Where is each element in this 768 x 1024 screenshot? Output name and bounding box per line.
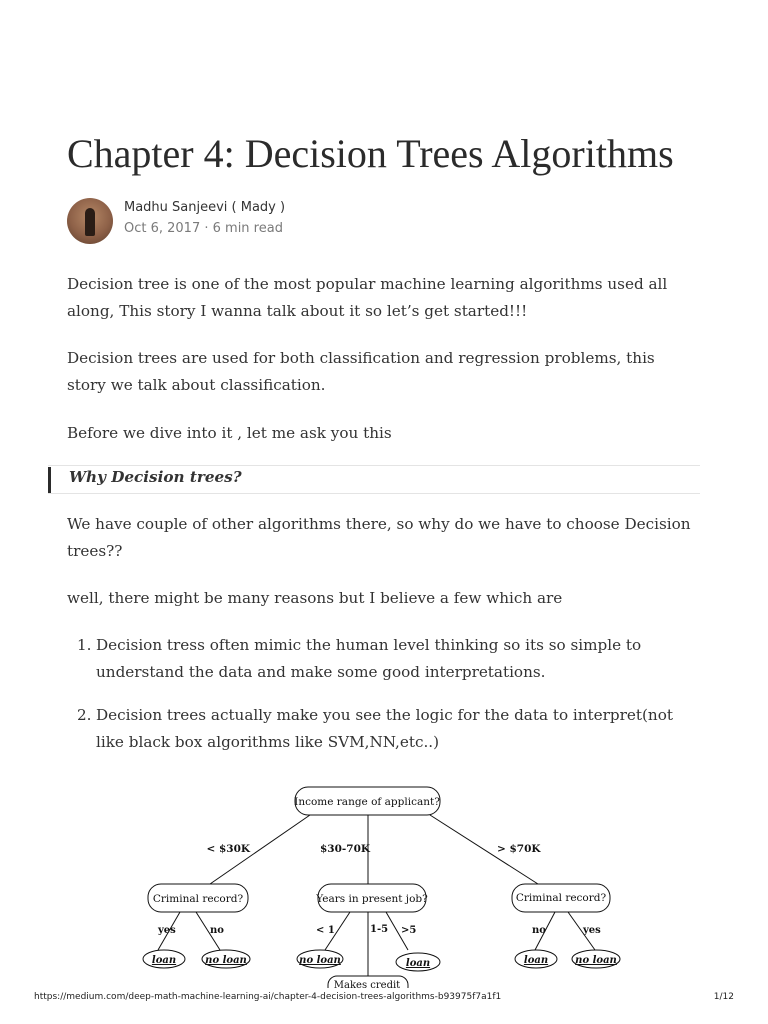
edge-label: < 1: [316, 925, 335, 936]
paragraph-question: Before we dive into it , let me ask you this: [67, 424, 392, 442]
paragraph-intro: Decision tree is one of the most popular machine learning algorithms used all along, This story I wanna talk about it so let’s get started!!!: [67, 275, 668, 320]
footer-url: https://medium.com/deep-math-machine-learning-ai/chapter-4-decision-trees-algorithms-b93975f7a1f1: [34, 992, 502, 1002]
tree-leaf-label: loan: [523, 955, 549, 966]
decision-tree-diagram: [140, 780, 640, 988]
article-title: Chapter 4: Decision Trees Algorithms: [67, 131, 674, 176]
paragraph-reasons: well, there might be many reasons but I believe a few which are: [67, 589, 563, 607]
author-avatar[interactable]: [67, 198, 113, 244]
paragraph-why: We have couple of other algorithms there, so why do we have to choose Decision trees??: [67, 515, 691, 560]
tree-leaf-label: no loan: [575, 955, 617, 966]
tree-root-label: Income range of applicant?: [294, 796, 440, 808]
list-text: Decision trees actually make you see the logic for the data to interpret(not like black box algorithms like SVM,NN,etc..): [96, 706, 673, 751]
tree-node-label: Criminal record?: [515, 892, 607, 904]
edge-label: yes: [158, 925, 176, 936]
tree-leaf-label: loan: [151, 955, 177, 966]
branch-label: > $70K: [497, 843, 541, 855]
callout-bar: [48, 467, 51, 493]
tree-leaf-label: no loan: [205, 955, 247, 966]
edge-label: no: [532, 925, 546, 936]
tree-node-label: Years in present job?: [316, 893, 428, 905]
tree-leaf-label: loan: [405, 958, 431, 969]
avatar-person-icon: [85, 208, 95, 236]
edge-label: no: [210, 925, 224, 936]
author-name[interactable]: Madhu Sanjeevi ( Mady ): [124, 200, 286, 215]
paragraph-classification: Decision trees are used for both classification and regression problems, this story we talk about classification.: [67, 349, 655, 394]
tree-node-label: Criminal record?: [152, 893, 244, 905]
tree-leaf-label: no loan: [299, 955, 341, 966]
list-text: Decision tress often mimic the human level thinking so its so simple to understand the data and make some good interpretations.: [96, 636, 642, 681]
tree-node-label: Makes credit: [333, 980, 401, 988]
edge-label: yes: [583, 925, 601, 936]
post-meta: Oct 6, 2017 · 6 min read: [124, 221, 283, 236]
branch-label: < $30K: [206, 843, 250, 855]
callout-heading: Why Decision trees?: [69, 468, 242, 486]
edge-label: 1-5: [370, 924, 389, 935]
branch-label: $30-70K: [319, 843, 371, 855]
list-number: 1.: [77, 636, 92, 654]
edge-label: >5: [401, 925, 417, 936]
list-number: 2.: [77, 706, 92, 724]
footer-page-number: 1/12: [713, 992, 734, 1002]
section-callout: [48, 465, 700, 494]
